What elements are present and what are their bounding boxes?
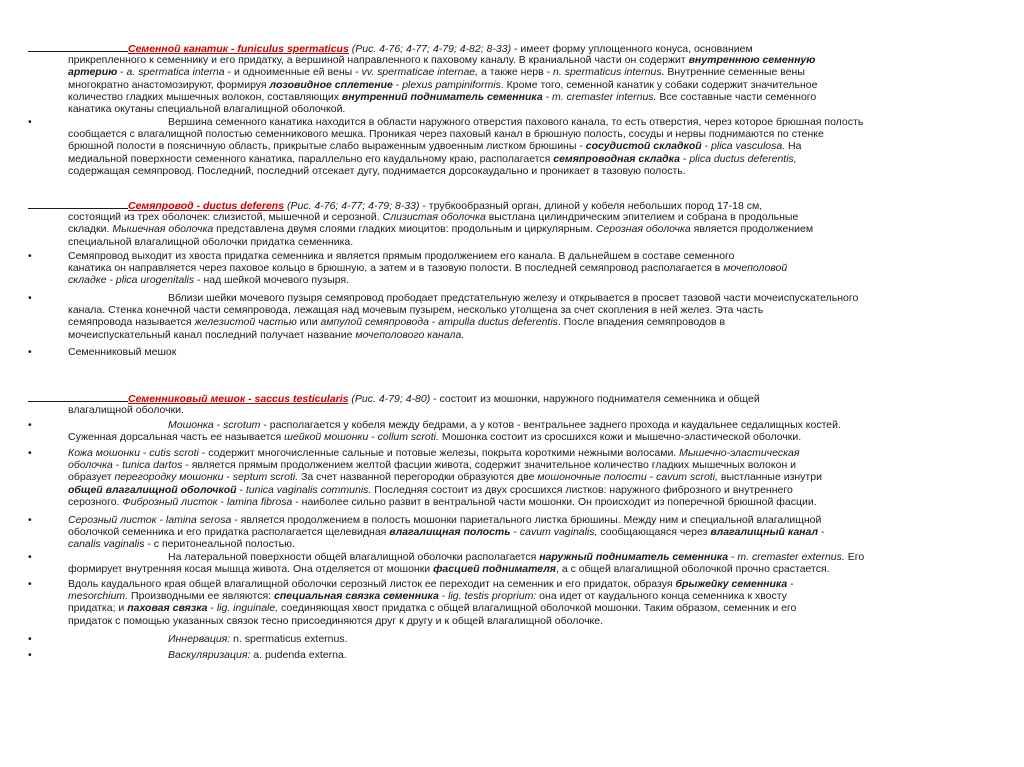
figure-ref: (Рис. 4-76; 4-77; 4-79; 8-33): [284, 200, 420, 212]
section-ductus-deferens: Семяпровод - ductus deferens (Рис. 4-76; 4-77; 4-79; 8-33) - трубкообразный орган, длиной у кобеля небольших пород 17-18 см, состоящий из трех оболочек: слизистой, мышечной и серозной. Слизистая оболочка выстлана цилиндрическим эпителием и собрана в продольные складки. Мышечная оболочка представлена двумя слоями гладких миоцитов: продольным и циркулярным. Серозная оболочка является продолжением специальной влагалищной оболочки придатка семенника.: [28, 199, 976, 248]
bullet: •: [28, 649, 32, 661]
paragraph-mesorchium: • Вдоль каудального края общей влагалищной оболочки серозный листок ее переходит на семенник и его придаток, образуя брыжейку семенника - mesorchium. Производными ее являются: специальная связка семенника - lig. testis proprium: она идет от каудального конца семенника к хвосту придатка; и паховая связка - lig. inguinale, соединяющая хвост придатка с общей влагалищной оболочкой мошонки. Таким образом, семенник и его придаток с помощью указанных связок тесно присоединяются друг к другу и к общей влагалищной оболочке.: [28, 578, 797, 627]
bullet: •: [28, 633, 32, 645]
section-title-latin: funiculus spermaticus: [237, 43, 349, 55]
title-underline: [28, 42, 128, 52]
bullet: •: [28, 346, 32, 358]
section-title-latin: saccus testicularis: [254, 393, 349, 405]
section-title: Семенной канатик: [128, 43, 229, 55]
section-title-latin: ductus deferens: [202, 200, 285, 212]
bullet: •: [28, 250, 32, 262]
title-underline: [28, 392, 128, 402]
bullet: •: [28, 447, 32, 459]
paragraph-serous-layer: • Серозный листок - lamina serosa - является продолжением в полость мошонки париетального листка брюшины. Между ним и специальной влагалищной оболочкой семенника и его придатка располагается щелевидная влагалищная полость - cavum vaginalis, сообщающаяся через влагалищный канал - canalis vaginalis - с перитонеальной полостью.: [28, 514, 825, 551]
paragraph-innervation: • Иннервация: n. spermaticus externus.: [28, 633, 348, 645]
section-scrotal-sac: Семенниковый мешок - saccus testicularis (Рис. 4-79; 4-80) - состоит из мошонки, наружного поднимателя семенника и общей влагалищной оболочки.: [28, 392, 976, 416]
bullet: •: [28, 551, 32, 563]
bullet: •: [28, 419, 32, 431]
section-title: Семенниковый мешок: [128, 393, 246, 405]
bullet: •: [28, 514, 32, 526]
paragraph-ductus-course: • Семяпровод выходит из хвоста придатка семенника и является прямым продолжением его канала. В дальнейшем в составе семенного канатика он направляется через паховое кольцо в брюшную, а затем и в тазовую полости. В последней семяпровод располагается в мочеполовой складке - plica urogenitalis - над шейкой мочевого пузыря.: [28, 250, 788, 287]
paragraph-spermatic-cord-apex: • Вершина семенного канатика находится в области наружного отверстия пахового канала, то есть отверстия, через которое брюшная полость сообщается с влагалищной полостью семенникового мешка. Проникая через паховый канал в брюшную полость, сосуды и нервы поднимаются по стенке брюшной полости в поясничную область, прикрытые слабо выраженным удвоенным листком брюшины - сосудистой складкой - plica vasculosa. На медиальной поверхности семенного канатика, параллельно его каудальному краю, располагается семяпроводная складка - plica ductus deferentis, содержащая семяпровод. Последний, последний отсекает дугу, поднимается дорсокаудально и проникает в тазовую полость.: [28, 116, 864, 177]
section-title: Семяпровод: [128, 200, 194, 212]
figure-ref: (Рис. 4-76; 4-77; 4-79; 4-82; 8-33): [348, 43, 512, 55]
paragraph-ductus-ampulla: • Вблизи шейки мочевого пузыря семяпровод прободает предстательную железу и открывается в просвет тазовой части мочеиспускательного канала. Стенка конечной части семяпровода, лежащая над мочевым пузырем, несколько утолщена за счет скопления в ней желез. Эта часть семяпровода называется железистой частью или ампулой семяпровода - ampulla ductus deferentis. После впадения семяпроводов в мочеиспускательный канал последний получает название мочеполового канала.: [28, 292, 859, 341]
paragraph-external-cremaster: • На латеральной поверхности общей влагалищной оболочки располагается наружный подниматель семенника - m. cremaster externus. Его формирует внутренняя косая мышца живота. Она отделяется от мошонки фасцией поднимателя, а с общей влагалищной оболочкой прочно срастается.: [28, 551, 865, 576]
bullet: •: [28, 578, 32, 590]
paragraph-scrotal-sac-label: • Семенниковый мешок: [28, 346, 177, 358]
paragraph-scrotal-skin: • Кожа мошонки - cutis scroti - содержит многочисленные сальные и потовые железы, покрыта короткими нежными волосами. Мышечно-эластическая оболочка - tunica dartos - является прямым продолжением желтой фасции живота, содержит значительное количество гладких мышечных волокон и образует перегородку мошонки - septum scroti. За счет названной перегородки образуются две мошоночные полости - cavum scroti, выстланные изнутри общей влагалищной оболочкой - tunica vaginalis communis. Последняя состоит из двух сросшихся листков: наружного фиброзного и внутреннего серозного. Фиброзный листок - lamina fibrosa - наиболее сильно развит в вентральной части мошонки. Он происходит из поперечной брюшной фасции.: [28, 447, 822, 508]
paragraph-scrotum: • Мошонка - scrotum - располагается у кобеля между бедрами, а у котов - вентральнее заднего прохода и каудальнее седалищных костей. Суженная дорсальная часть ее называется шейкой мошонки - collum scroti. Мошонка состоит из сросшихся кожи и мышечно-эластической оболочки.: [28, 419, 841, 444]
figure-ref: (Рис. 4-79; 4-80): [348, 393, 431, 405]
paragraph-vascularization: • Васкуляризация: a. pudenda externa.: [28, 649, 347, 661]
bullet: •: [28, 292, 32, 304]
bullet: •: [28, 116, 32, 128]
title-underline: [28, 199, 128, 209]
section-spermatic-cord-intro: Семенной канатик - funiculus spermaticus (Рис. 4-76; 4-77; 4-79; 4-82; 8-33) - имеет форму уплощенного конуса, основанием прикрепленного к семеннику и его придатку, а вершиной направленного к паховому каналу. В краниальной части он содержит внутреннюю семенную артерию - a. spermatica interna - и одноименные ей вены - vv. spermaticae internae, а также нерв - n. spermaticus internus. Внутренние семенные вены многократно анастомозируют, формируя лозовидное сплетение - plexus pampiniformis. Кроме того, семенной канатик у собаки содержит значительное количество гладких мышечных волокон, составляющих внутренний подниматель семенника - m. cremaster internus. Все составные части семенного канатика окутаны специальной влагалищной оболочкой.: [28, 42, 976, 115]
